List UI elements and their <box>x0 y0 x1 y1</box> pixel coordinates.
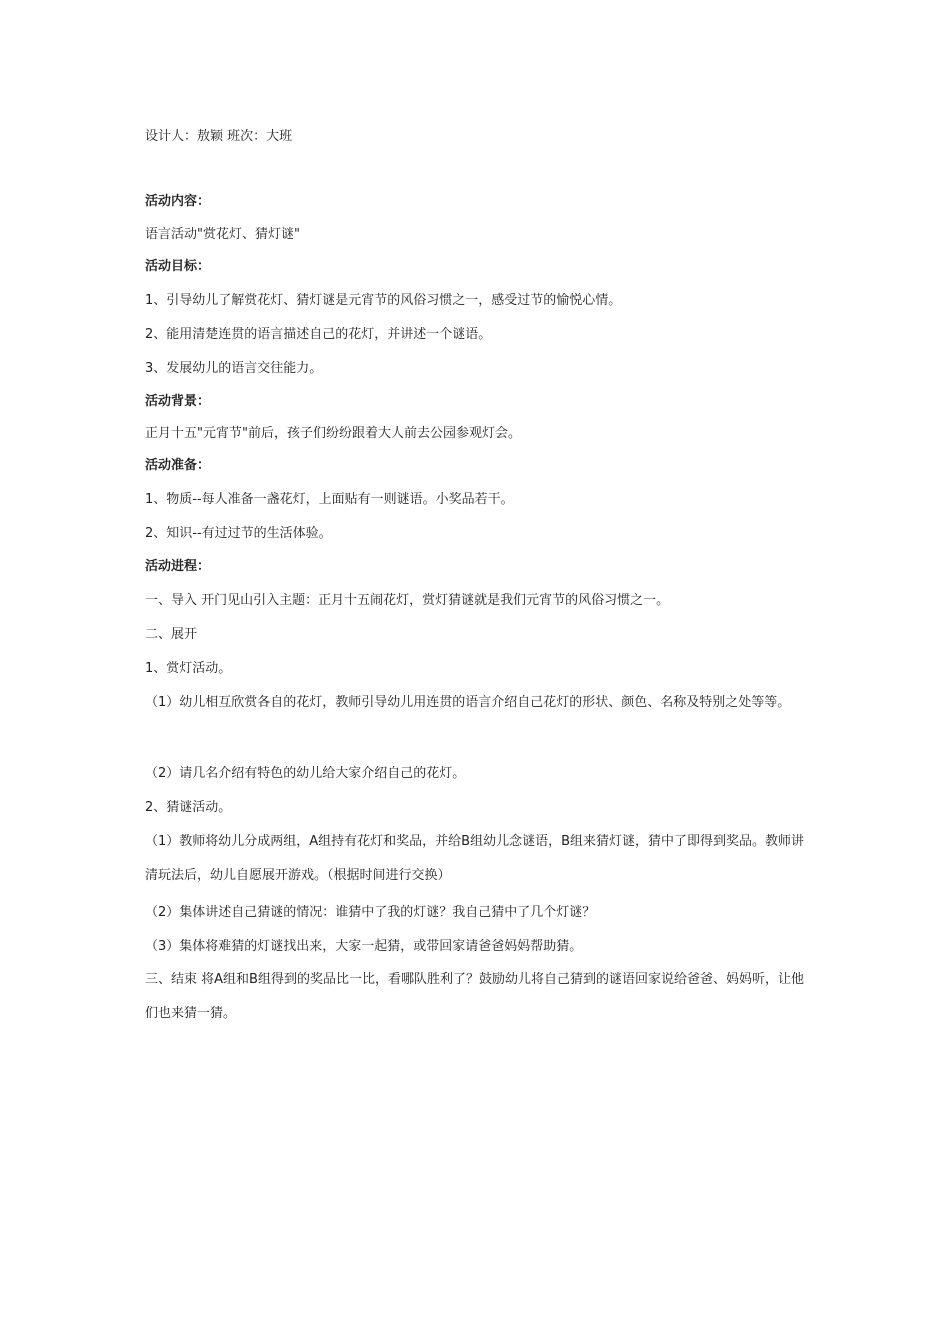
prep-heading: 活动准备： <box>145 458 211 473</box>
content-text: 语言活动"赏花灯、猜灯谜" <box>145 227 300 242</box>
process-expand: 二、展开 <box>145 627 198 642</box>
background-text: 正月十五"元宵节"前后，孩子们纷纷跟着大人前去公园参观灯会。 <box>145 426 521 441</box>
background-heading: 活动背景： <box>145 394 211 409</box>
designer-info: 设计人：敖颖 班次：大班 <box>145 129 293 144</box>
goal-item: 2、能用清楚连贯的语言描述自己的花灯，并讲述一个谜语。 <box>145 327 492 342</box>
process-substep: （3）集体将难猜的灯谜找出来，大家一起猜，或带回家请爸爸妈妈帮助猜。 <box>145 939 583 954</box>
process-substep: （2）请几名介绍有特色的幼儿给大家介绍自己的花灯。 <box>145 766 466 781</box>
goal-item: 3、发展幼儿的语言交往能力。 <box>145 361 323 376</box>
process-end: 三、结束 将A组和B组得到的奖品比一比，看哪队胜利了？鼓励幼儿将自己猜到的谜语回家说给爸爸、妈妈听，让他们也来猜一猜。 <box>145 972 804 1021</box>
goal-item: 1、引导幼儿了解赏花灯、猜灯谜是元宵节的风俗习惯之一，感受过节的愉悦心情。 <box>145 293 622 308</box>
process-substep: （1）幼儿相互欣赏各自的花灯，教师引导幼儿用连贯的语言介绍自己花灯的形状、颜色、名称及特别之处等等。 <box>145 695 791 710</box>
process-substep: （1）教师将幼儿分成两组，A组持有花灯和奖品，并给B组幼儿念谜语，B组来猜灯谜，猜中了即得到奖品。教师讲清玩法后，幼儿自愿展开游戏。（根据时间进行交换） <box>145 834 805 883</box>
prep-item: 2、知识--有过过节的生活体验。 <box>145 526 332 541</box>
content-heading: 活动内容： <box>145 194 211 209</box>
process-substep: （2）集体讲述自己猜谜的情况：谁猜中了我的灯谜？我自己猜中了几个灯谜？ <box>145 905 596 920</box>
process-intro: 一、导入 开门见山引入主题：正月十五闹花灯，赏灯猜谜就是我们元宵节的风俗习惯之一。 <box>145 593 670 608</box>
process-step: 1、赏灯活动。 <box>145 661 232 676</box>
process-heading: 活动进程： <box>145 559 211 574</box>
goals-heading: 活动目标： <box>145 259 211 274</box>
process-step: 2、猜谜活动。 <box>145 800 232 815</box>
prep-item: 1、物质--每人准备一盏花灯，上面贴有一则谜语。小奖品若干。 <box>145 492 514 507</box>
